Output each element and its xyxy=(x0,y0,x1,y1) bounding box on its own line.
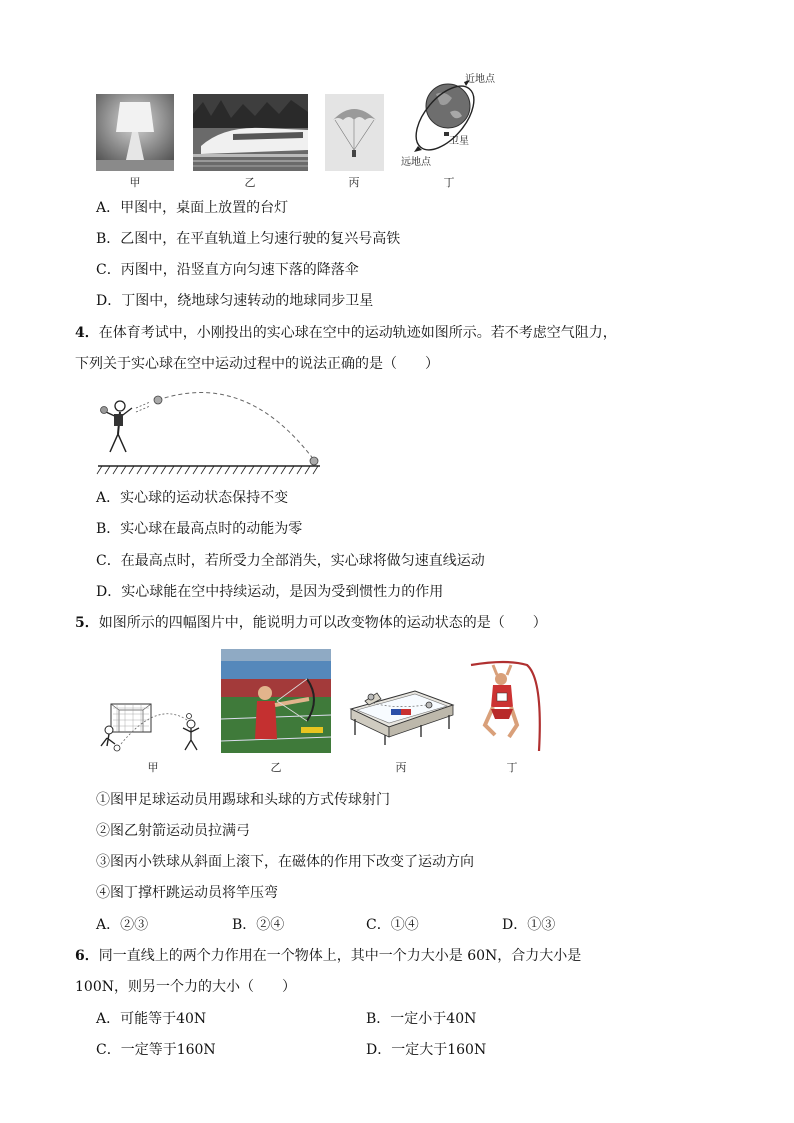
caption-ding: 丁 xyxy=(443,176,455,189)
caption-yi: 乙 xyxy=(244,176,256,189)
q4-stem-line1: 4．在体育考试中，小刚投出的实心球在空中的运动轨迹如图所示。若不考虑空气阻力， xyxy=(75,325,617,341)
magnet-incline-image xyxy=(345,685,457,747)
q4-option-b: B．实心球在最高点时的动能为零 xyxy=(96,521,303,537)
q5-caption-jia: 甲 xyxy=(147,761,159,774)
q5-caption-yi: 乙 xyxy=(270,761,282,774)
lamp-image xyxy=(96,94,174,171)
q6-number: 6． xyxy=(75,948,99,964)
q4-number: 4． xyxy=(75,325,99,341)
q5-number: 5． xyxy=(75,615,99,631)
q6-option-b: B．一定小于40N xyxy=(366,1011,477,1027)
q6-stem-line1: 6．同一直线上的两个力作用在一个物体上，其中一个力大小是 60N，合力大小是 xyxy=(75,948,582,964)
archer-image xyxy=(221,649,331,753)
q5-statement-4: ④图丁撑杆跳运动员将竿压弯 xyxy=(96,885,278,901)
q3-option-b: B．乙图中，在平直轨道上匀速行驶的复兴号高铁 xyxy=(96,231,401,247)
q5-caption-bing: 丙 xyxy=(395,761,407,774)
satellite-label: 卫星 xyxy=(449,136,469,147)
q5-option-d: D．①③ xyxy=(502,917,556,933)
q4-option-a: A．实心球的运动状态保持不变 xyxy=(96,490,289,506)
q6-option-d: D．一定大于160N xyxy=(366,1042,487,1058)
q6-option-a: A．可能等于40N xyxy=(96,1011,207,1027)
q5-caption-ding: 丁 xyxy=(506,761,518,774)
apogee-label: 远地点 xyxy=(401,157,431,168)
perigee-label: 近地点 xyxy=(465,74,495,85)
q5-option-b: B．②④ xyxy=(232,917,285,933)
q5-statement-2: ②图乙射箭运动员拉满弓 xyxy=(96,823,250,839)
q5-statement-1: ①图甲足球运动员用踢球和头球的方式传球射门 xyxy=(96,792,390,808)
q3-option-d: D．丁图中，绕地球匀速转动的地球同步卫星 xyxy=(96,293,374,309)
shot-put-trajectory-diagram xyxy=(96,390,326,478)
q3-option-a: A．甲图中，桌面上放置的台灯 xyxy=(96,200,289,216)
q4-stem-line2: 下列关于实心球在空中运动过程中的说法正确的是（ ） xyxy=(75,356,439,372)
football-image xyxy=(97,690,205,754)
q4-option-c: C．在最高点时，若所受力全部消失，实心球将做匀速直线运动 xyxy=(96,553,485,569)
q5-option-a: A．②③ xyxy=(96,917,149,933)
q5-statement-3: ③图丙小铁球从斜面上滚下，在磁体的作用下改变了运动方向 xyxy=(96,854,474,870)
q3-option-c: C．丙图中，沿竖直方向匀速下落的降落伞 xyxy=(96,262,359,278)
caption-jia: 甲 xyxy=(129,176,141,189)
parachute-image xyxy=(325,94,384,171)
pole-vault-image xyxy=(467,659,553,751)
caption-bing: 丙 xyxy=(348,176,360,189)
q5-option-c: C．①④ xyxy=(366,917,419,933)
q4-option-d: D．实心球能在空中持续运动，是因为受到惯性力的作用 xyxy=(96,584,444,600)
train-image xyxy=(193,94,308,171)
q6-option-c: C．一定等于160N xyxy=(96,1042,216,1058)
q5-stem: 5．如图所示的四幅图片中，能说明力可以改变物体的运动状态的是（ ） xyxy=(75,615,547,631)
q6-stem-line2: 100N，则另一个力的大小（ ） xyxy=(75,979,296,995)
